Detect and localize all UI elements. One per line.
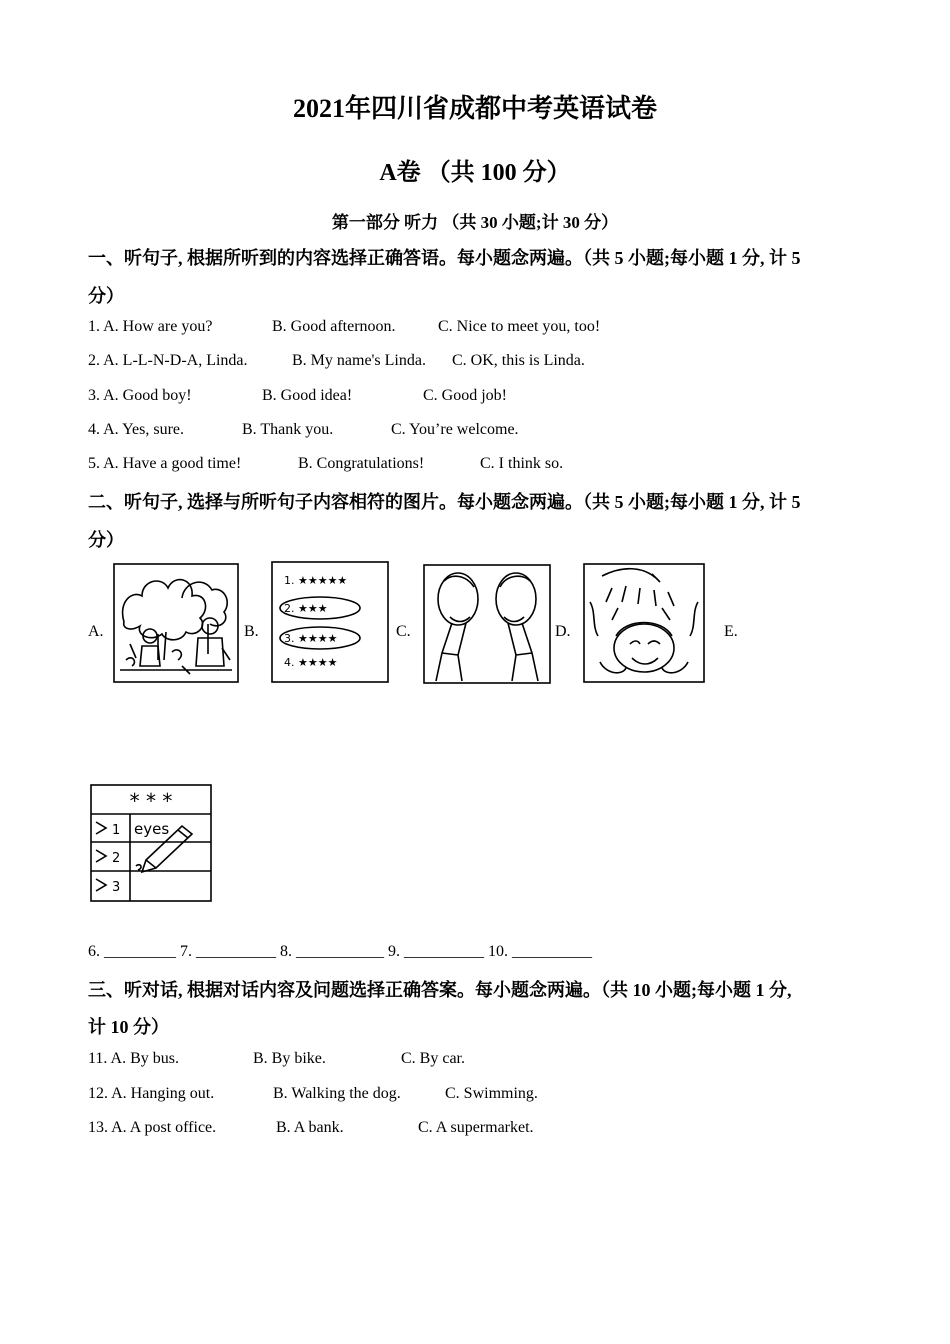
picture-a-park-image[interactable] [112,562,240,684]
table-word-eyes: eyes [134,820,170,838]
q11-option-a[interactable]: 11. A. By bus. [88,1050,179,1067]
picture-label-e: E. [724,623,738,640]
answer-blanks[interactable]: 6. _________ 7. __________ 8. ___________ 9. __________ 10. __________ [88,943,592,960]
page-title: 2021年四川省成都中考英语试卷 [292,94,657,123]
picture-label-b: B. [244,623,259,640]
table-row-2: 2 [112,851,121,866]
part-title: 第一部分 听力 （共 30 小题;计 30 分） [331,213,619,232]
section3-heading: 三、听对话, 根据对话内容及问题选择正确答案。每小题念两遍。（共 10 小题;每小题 1 分, [88,980,792,1000]
table-row-1: 1 [112,823,121,838]
q13-option-a[interactable]: 13. A. A post office. [88,1119,217,1136]
picture-c-bowing-image[interactable] [422,563,552,685]
q11-option-b[interactable]: B. By bike. [253,1050,326,1067]
q5-option-c[interactable]: C. I think so. [480,455,564,472]
q2-option-b[interactable]: B. My name's Linda. [292,352,426,369]
q4-option-a[interactable]: 4. A. Yes, sure. [88,421,185,438]
rating-row-2: 2. ★★★ [284,602,328,615]
rating-row-3: 3. ★★★★ [284,632,338,645]
q1-option-c[interactable]: C. Nice to meet you, too! [438,318,601,335]
picture-d-washing-image[interactable] [582,562,706,684]
picture-e-table-image[interactable] [88,782,216,904]
q5-option-a[interactable]: 5. A. Have a good time! [88,455,242,472]
q3-option-c[interactable]: C. Good job! [423,387,507,404]
q3-option-b[interactable]: B. Good idea! [262,387,353,404]
picture-b-ratings-image[interactable] [270,560,390,684]
q3-option-a[interactable]: 3. A. Good boy! [88,387,192,404]
q11-option-c[interactable]: C. By car. [401,1050,465,1067]
rating-row-4: 4. ★★★★ [284,656,338,669]
section1-heading: 一、听句子, 根据所听到的内容选择正确答语。每小题念两遍。（共 5 小题;每小题 1 分, 计 5 [88,248,801,268]
q2-option-a[interactable]: 2. A. L-L-N-D-A, Linda. [88,352,248,369]
picture-label-c: C. [396,623,411,640]
section2-heading: 二、听句子, 选择与所听句子内容相符的图片。每小题念两遍。（共 5 小题;每小题 1 分, 计 5 [88,492,801,512]
q4-option-c[interactable]: C. You’re welcome. [391,421,519,438]
picture-label-a: A. [88,623,104,640]
q1-option-b[interactable]: B. Good afternoon. [272,318,396,335]
q13-option-b[interactable]: B. A bank. [276,1119,344,1136]
q12-option-a[interactable]: 12. A. Hanging out. [88,1085,215,1102]
q12-option-b[interactable]: B. Walking the dog. [273,1085,401,1102]
volume-title: A卷 （共 100 分） [379,160,571,186]
q12-option-c[interactable]: C. Swimming. [445,1085,538,1102]
section1-heading-cont: 分） [88,286,124,306]
q13-option-c[interactable]: C. A supermarket. [418,1119,534,1136]
section3-heading-cont: 计 10 分） [88,1017,169,1037]
q5-option-b[interactable]: B. Congratulations! [298,455,425,472]
q2-option-c[interactable]: C. OK, this is Linda. [452,352,585,369]
q4-option-b[interactable]: B. Thank you. [242,421,334,438]
section2-heading-cont: 分） [88,530,124,550]
table-header-stars: * * * [129,789,173,813]
table-row-3: 3 [112,880,121,895]
q1-option-a[interactable]: 1. A. How are you? [88,318,213,335]
picture-label-d: D. [555,623,571,640]
rating-row-1: 1. ★★★★★ [284,574,348,587]
